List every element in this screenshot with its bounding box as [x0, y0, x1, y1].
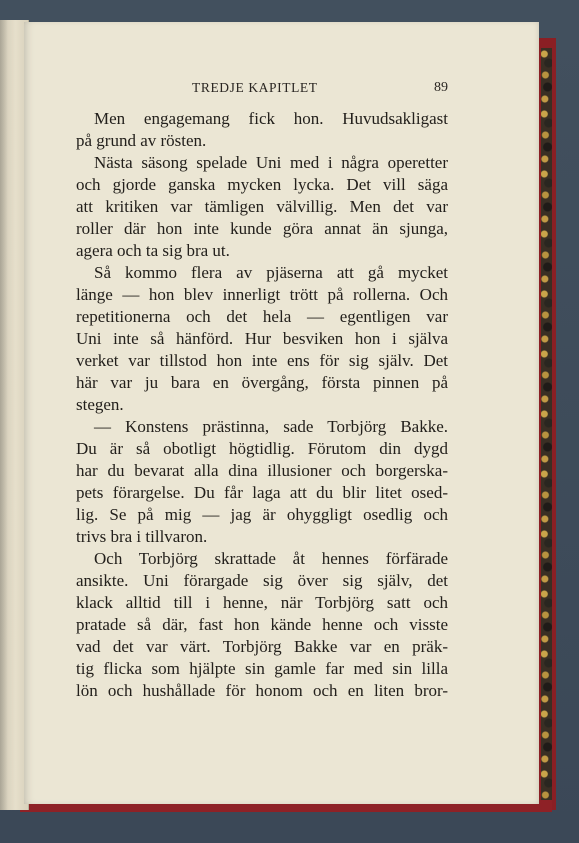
- book-page: [24, 22, 539, 804]
- text-line: att kritiken var tämligen välvillig. Men det var: [76, 197, 448, 216]
- text-line: klack alltid till i henne, när Torbjörg satt och: [76, 593, 448, 612]
- text-line: lön och hushållade för honom och en liten bror-: [76, 681, 448, 700]
- text-line: repetitionerna och det hela — egentligen var: [76, 307, 448, 326]
- text-line: pratade så där, fast hon kände henne och visste: [76, 615, 448, 634]
- text-line: Och Torbjörg skrattade åt hennes förfärade: [94, 549, 448, 568]
- text-line: vad det var värt. Torbjörg Bakke var en präk-: [76, 637, 448, 656]
- text-line: Du är så obotligt högtidlig. Förutom din dygd: [76, 439, 448, 458]
- chapter-title: TREDJE KAPITLET: [192, 80, 318, 95]
- text-line: Så kommo flera av pjäserna att gå mycket: [94, 263, 448, 282]
- text-line: på grund av rösten.: [76, 131, 207, 150]
- page-number: 89: [434, 80, 448, 95]
- text-line: här var ju bara en övergång, första pinnen på: [76, 373, 448, 392]
- text-line: roller där hon inte kunde göra annat än sjunga,: [76, 219, 448, 238]
- text-line: trivs bra i tillvaron.: [76, 527, 208, 546]
- gutter-shadow: [0, 20, 8, 810]
- text-line: Uni inte så hänförd. Hur besviken hon i själva: [76, 329, 448, 348]
- text-line: tig flicka som hjälpte sin gamle far med sin lilla: [76, 659, 448, 678]
- body-text: [76, 108, 448, 702]
- text-line: ansikte. Uni förargade sig över sig själv, det: [76, 571, 448, 590]
- text-line: Nästa säsong spelade Uni med i några operetter: [94, 153, 448, 172]
- text-line: agera och ta sig bra ut.: [76, 241, 230, 260]
- text-line: pets förargelse. Du får laga att du blir litet osed-: [76, 483, 448, 502]
- marbled-cover-edge: [541, 48, 552, 803]
- running-head: [24, 80, 539, 100]
- text-line: — Konstens prästinna, sade Torbjörg Bakke.: [94, 417, 448, 436]
- text-line: verket var tillstod hon inte ens för sig själv. Det: [76, 351, 448, 370]
- text-line: stegen.: [76, 395, 124, 414]
- text-line: har du bevarat alla dina illusioner och borgerska-: [76, 461, 448, 480]
- text-line: länge — hon blev innerligt trött på rollerna. Och: [76, 285, 448, 304]
- text-line: Men engagemang fick hon. Huvudsakligast: [94, 109, 448, 128]
- text-line: och gjorde ganska mycken lycka. Det vill säga: [76, 175, 448, 194]
- text-line: lig. Se på mig — jag är ohyggligt osedlig och: [76, 505, 448, 524]
